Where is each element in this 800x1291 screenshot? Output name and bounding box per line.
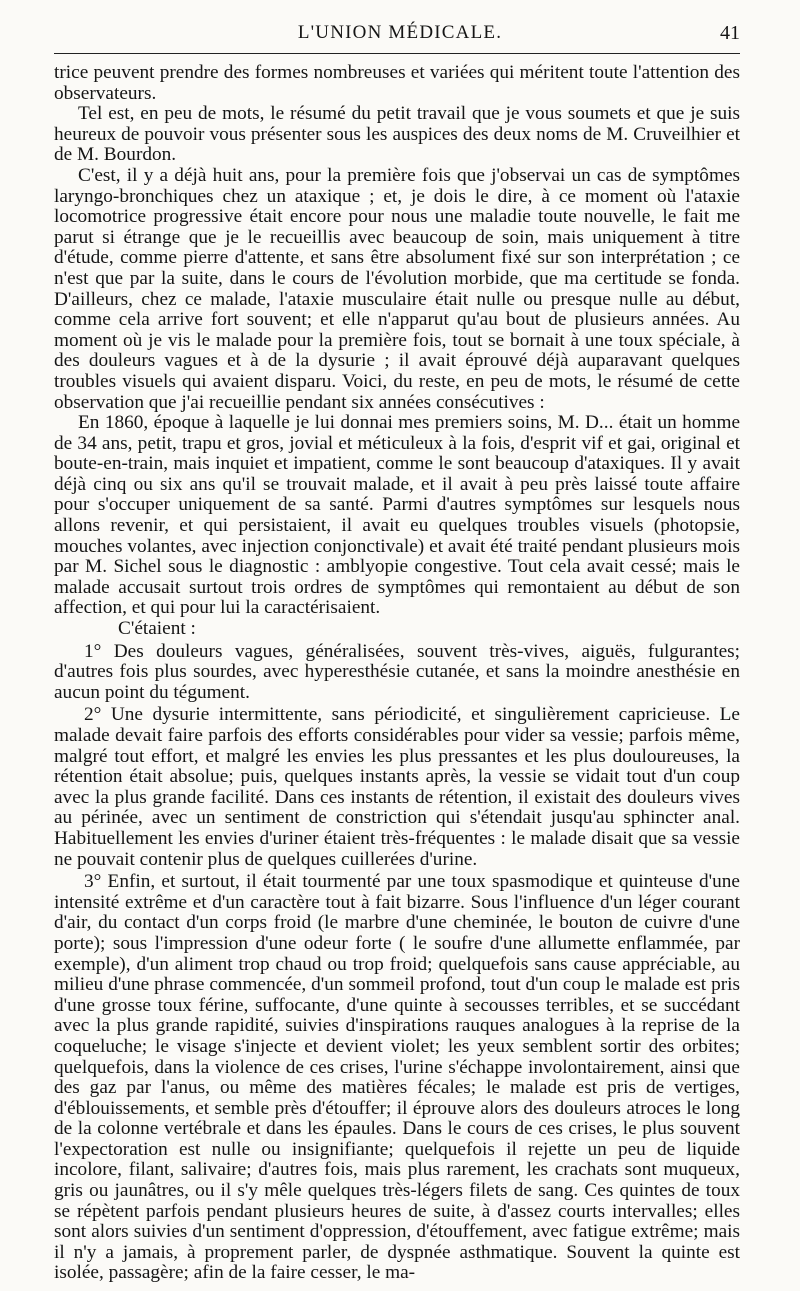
paragraph-list-intro: C'étaient : (118, 618, 196, 640)
header-rule (54, 53, 740, 54)
body-text (54, 63, 740, 1284)
symptom-item-3: 3° Enfin, et surtout, il était tourmenté par une toux spasmodique et quinteuse d'une intensité extrême et d'un caractère tout à fait bizarre. Sous l'influence d'un léger courant d'air, du contact d'un corps froid (le marbre d'une cheminée, le bouton de cuivre d'une porte); sous l'impression d'une odeur forte ( le soufre d'une allumette enflammée, par exemple), d'un aliment trop chaud ou trop froid; quelquefois sans cause appréciable, au milieu d'une phrase commencée, d'un sommeil profond, tout d'un coup le malade est pris d'une grosse toux férine, suffocante, d'une quinte à secousses terribles, et se succédant avec la plus grande rapidité, suivies d'inspirations rauques analogues à la reprise de la coqueluche; le visage s'injecte et devient violet; les yeux semblent sortir des orbites; quelquefois, dans la violence de ces crises, l'urine s'échappe involontairement, ainsi que des gaz par l'anus, ou même des matières fécales; le malade est pris de vertiges, d'éblouissements, et semble près d'étouffer; il éprouve alors des douleurs atroces le long de la colonne vertébrale et dans les épaules. Dans le cours de ces crises, le plus souvent l'expectoration est nulle ou insignifiante; quelquefois il rejette un peu de liquide incolore, filant, salivaire; d'autres fois, mais plus rarement, les crachats sont muqueux, gris ou jaunâtres, ou il s'y mêle quelques très-légers filets de sang. Ces quintes de toux se répètent parfois pendant plusieurs heures de suite, à d'assez courts intervalles; elles sont alors suivies d'un sentiment d'oppression, d'étouffement, avec fatigue extrême; mais il n'y a jamais, à proprement parler, de dyspnée asthmatique. Souvent la quinte est isolée, passagère; afin de la faire cesser, le ma- (54, 871, 740, 1284)
paragraph-summary: Tel est, en peu de mots, le résumé du petit travail que je vous soumets et que je suis heureux de pouvoir vous présenter sous les auspices des deux noms de M. Cruveilhier et de M. Bourdon. (54, 103, 740, 166)
paragraph-first-case: C'est, il y a déjà huit ans, pour la première fois que j'observai un cas de symptômes laryngo-bronchiques chez un ataxique ; et, je dois le dire, à ce moment où l'ataxie locomotrice progressive était encore pour nous une maladie toute nouvelle, le fait me parut si étrange que je le recueillis avec beaucoup de soin, mais uniquement à titre d'étude, comme pierre d'attente, et sans être absolument fixé sur son interprétation ; ce n'est que par la suite, dans le cours de l'évolution morbide, que ma certitude se fonda. D'ailleurs, chez ce malade, l'ataxie musculaire était nulle ou presque nulle au début, comme cela arrive fort souvent; et elle n'apparut qu'au bout de plusieurs années. Au moment où je vis le malade pour la première fois, tout se bornait à une toux spéciale, à des douleurs vagues et à de la dysurie ; il avait éprouvé déjà auparavant quelques troubles visuels qui avaient disparu. Voici, du reste, en peu de mots, le résumé de cette observation que j'ai recueillie pendant six années consécutives : (54, 164, 740, 413)
symptom-item-2: 2° Une dysurie intermittente, sans périodicité, et singulièrement capricieuse. Le malade devait faire parfois des efforts considérables pour vider sa vessie; parfois même, malgré tout effort, et malgré les envies les plus pressantes et les plus douloureuses, la rétention était absolue; puis, quelques instants après, la vessie se vidait tout d'un coup avec la plus grande facilité. Dans ces instants de rétention, il existait des douleurs vives au périnée, avec un sentiment de constriction qui s'étendait jusqu'au sphincter anal. Habituellement les envies d'uriner étaient très-fréquentes : le malade disait que sa vessie ne pouvait contenir plus de quelques cuillerées d'urine. (54, 704, 740, 870)
page-number: 41 (720, 22, 740, 44)
running-head (60, 18, 740, 48)
running-title: L'UNION MÉDICALE. (297, 22, 503, 43)
paragraph-case-history: En 1860, époque à laquelle je lui donnai mes premiers soins, M. D... était un homme de 34 ans, petit, trapu et gros, jovial et méticuleux à la fois, d'esprit vif et gai, original et boute-en-train, mais inquiet et impatient, comme le sont beaucoup d'ataxiques. Il y avait déjà cinq ou six ans qu'il se trouvait malade, et il avait à peu près laissé toute affaire pour s'occuper uniquement de sa santé. Parmi d'autres symptômes sur lesquels nous allons revenir, et qui persistaient, il avait eu quelques troubles visuels (photopsie, mouches volantes, avec injection conjonctivale) et avait été traité pendant plusieurs mois par M. Sichel sous le diagnostic : amblyopie congestive. Tout cela avait cessé; mais le malade accusait surtout trois ordres de symptômes qui remontaient au début de son affection, et qui pour lui la caractérisaient. (54, 412, 740, 619)
symptom-item-1: 1° Des douleurs vagues, généralisées, souvent très-vives, aiguës, fulgurantes; d'autres fois plus sourdes, avec hyperesthésie cutanée, et sans la moindre anesthésie en aucun point du tégument. (54, 640, 740, 703)
paragraph-continuation: trice peuvent prendre des formes nombreuses et variées qui méritent toute l'attention des observateurs. (54, 62, 740, 104)
